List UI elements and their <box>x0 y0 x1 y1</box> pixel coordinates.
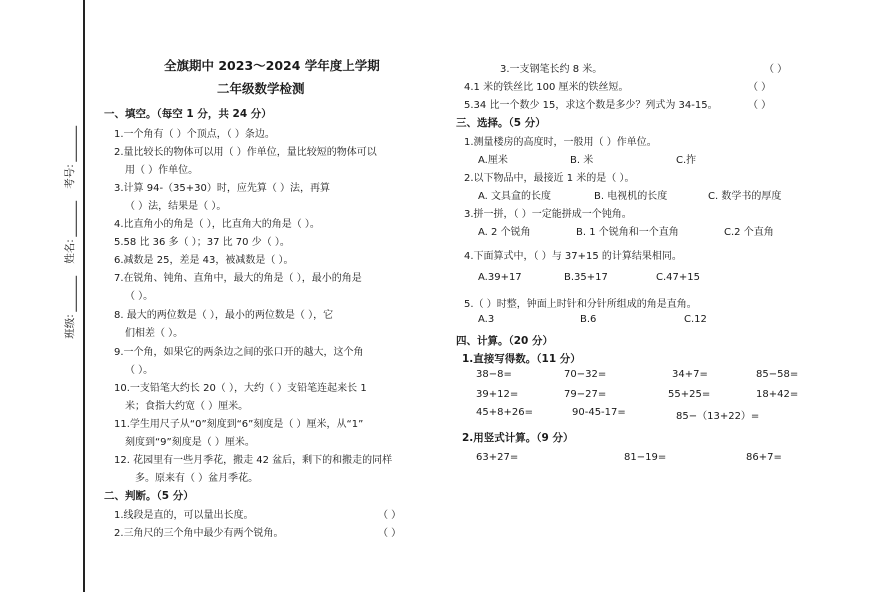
fill-blank-line: 6.减数是 25，差是 43，被减数是（ ）。 <box>114 255 294 266</box>
exam-number-label: 考号: <box>63 164 76 189</box>
fill-blank-line: （ ）。 <box>125 365 154 376</box>
choice-option: B.35+17 <box>564 272 608 283</box>
vertical-calc-item: 81−19= <box>624 452 667 463</box>
vertical-calc-item: 63+27= <box>476 452 519 463</box>
choice-question: 1.测量楼房的高度时，一般用（ ）作单位。 <box>464 137 657 148</box>
choice-option: B. 电视机的长度 <box>594 191 668 202</box>
direct-calc-item: 18+42= <box>756 389 799 400</box>
fill-blank-line: 米；食指大约宽（ ）厘米。 <box>125 401 249 412</box>
class-label: 班级: <box>63 314 76 339</box>
exam-number-blank <box>68 126 77 162</box>
choice-option: C.12 <box>684 314 707 325</box>
fill-blank-line: 们相差（ ）。 <box>125 328 184 339</box>
section-choice-heading: 三、选择。（5 分） <box>456 117 546 129</box>
judge-item-paren: （ ） <box>378 528 402 539</box>
class-blank <box>68 276 77 312</box>
direct-calc-item: 38−8= <box>476 369 512 380</box>
judge-item-text: 1.线段是直的，可以量出长度。 <box>114 510 254 521</box>
judge-item-paren: （ ） <box>748 82 772 93</box>
fill-blank-line: （ ）。 <box>125 291 154 302</box>
choice-option: A. 2 个锐角 <box>478 227 531 238</box>
choice-option: C. 数学书的厚度 <box>708 191 782 202</box>
choice-question: 2.以下物品中，最接近 1 米的是（ ）。 <box>464 173 635 184</box>
fill-blank-line: 7.在锐角、钝角、直角中，最大的角是（ ），最小的角是 <box>114 273 362 284</box>
choice-option: B.6 <box>580 314 597 325</box>
name-field <box>62 201 77 264</box>
direct-calc-item: 85−（13+22）= <box>676 411 760 422</box>
judge-item-text: 5.34 比一个数少 15，求这个数是多少？列式为 34-15。 <box>464 100 718 111</box>
exam-subtitle: 二年级数学检测 <box>217 81 305 96</box>
fill-blank-line: 12. 花园里有一些月季花，搬走 42 盆后，剩下的和搬走的同样 <box>114 455 393 466</box>
vertical-calc-heading: 2.用竖式计算。（9 分） <box>462 432 574 444</box>
judge-item-text: 3.一支钢笔长约 8 米。 <box>500 64 603 75</box>
choice-option: C.拃 <box>676 155 697 166</box>
choice-option: B. 米 <box>570 155 594 166</box>
direct-calc-item: 79−27= <box>564 389 607 400</box>
fill-blank-line: 刻度到“9”刻度是（ ）厘米。 <box>125 437 255 448</box>
choice-option: C.47+15 <box>656 272 700 283</box>
section-judge-heading: 二、判断。（5 分） <box>104 490 194 502</box>
section-calc-heading: 四、计算。（20 分） <box>456 335 554 347</box>
fill-blank-line: 5.58 比 36 多（ ）；37 比 70 少（ ）。 <box>114 237 290 248</box>
exam-number-field <box>62 126 77 189</box>
choice-question: 4.下面算式中，（ ）与 37+15 的计算结果相同。 <box>464 251 682 262</box>
section-fill-blank-heading: 一、填空。（每空 1 分，共 24 分） <box>104 108 272 120</box>
fill-blank-line: 9.一个角，如果它的两条边之间的张口开的越大，这个角 <box>114 347 364 358</box>
fill-blank-line: 8. 最大的两位数是（ ），最小的两位数是（ ），它 <box>114 310 334 321</box>
fill-blank-line: （ ）法，结果是（ ）。 <box>125 201 227 212</box>
direct-calc-item: 45+8+26= <box>476 407 533 418</box>
direct-calc-item: 39+12= <box>476 389 519 400</box>
direct-calc-heading: 1.直接写得数。（11 分） <box>462 353 581 365</box>
fill-blank-line: 11.学生用尺子从“0”刻度到“6”刻度是（ ）厘米，从“1” <box>114 419 364 430</box>
name-label: 姓名: <box>63 239 76 264</box>
binding-line <box>83 0 85 592</box>
judge-item-text: 2.三角尺的三个角中最少有两个锐角。 <box>114 528 284 539</box>
fill-blank-line: 1.一个角有（ ）个顶点，（ ）条边。 <box>114 129 275 140</box>
fill-blank-line: 4.比直角小的角是（ ），比直角大的角是（ ）。 <box>114 219 320 230</box>
judge-item-paren: （ ） <box>378 510 402 521</box>
fill-blank-line: 10.一支铅笔大约长 20（ ），大约（ ）支铅笔连起来长 1 <box>114 383 367 394</box>
direct-calc-item: 34+7= <box>672 369 708 380</box>
choice-question: 5.（ ）时整，钟面上时针和分针所组成的角是直角。 <box>464 299 697 310</box>
binding-margin <box>0 0 86 603</box>
direct-calc-item: 85−58= <box>756 369 799 380</box>
choice-option: C.2 个直角 <box>724 227 774 238</box>
class-field <box>62 276 77 339</box>
direct-calc-item: 55+25= <box>668 389 711 400</box>
vertical-calc-item: 86+7= <box>746 452 782 463</box>
direct-calc-item: 90-45-17= <box>572 407 626 418</box>
judge-item-paren: （ ） <box>748 100 772 111</box>
choice-option: A. 文具盒的长度 <box>478 191 552 202</box>
fill-blank-line: 3.计算 94-（35+30）时，应先算（ ）法，再算 <box>114 183 331 194</box>
choice-option: A.厘米 <box>478 155 508 166</box>
fill-blank-line: 多。原来有（ ）盆月季花。 <box>135 473 259 484</box>
direct-calc-item: 70−32= <box>564 369 607 380</box>
judge-item-paren: （ ） <box>764 64 788 75</box>
choice-question: 3.拼一拼，（ ）一定能拼成一个钝角。 <box>464 209 632 220</box>
exam-title: 全旗期中 2023～2024 学年度上学期 <box>164 58 380 73</box>
judge-item-text: 4.1 米的铁丝比 100 厘米的铁丝短。 <box>464 82 629 93</box>
choice-option: B. 1 个锐角和一个直角 <box>576 227 679 238</box>
choice-option: A.39+17 <box>478 272 522 283</box>
fill-blank-line: 2.量比较长的物体可以用（ ）作单位，量比较短的物体可以 <box>114 147 377 158</box>
name-blank <box>68 201 77 237</box>
fill-blank-line: 用（ ）作单位。 <box>125 165 199 176</box>
choice-option: A.3 <box>478 314 495 325</box>
